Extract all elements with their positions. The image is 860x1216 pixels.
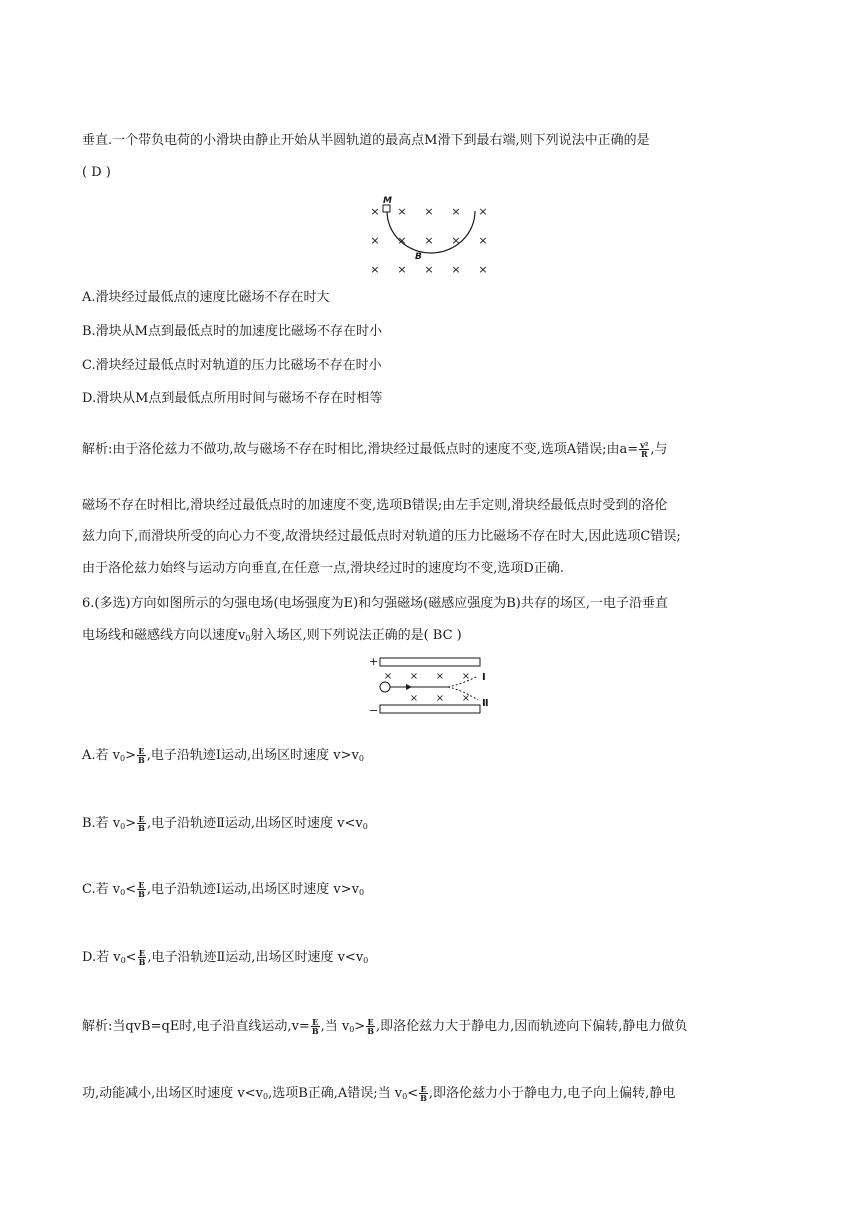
q5-analysis-line4: 由于洛伦兹力始终与运动方向垂直,在任意一点,滑块经过时的速度均不变,选项D正确. xyxy=(82,561,564,576)
lower-plate xyxy=(380,705,480,713)
q6-analysis-line2: 功,动能减小,出场区时速度 $v<v_0$,选项B正确,A错误;当 $v_0<$ $\frac{E}{B}$ ,即洛伦兹力小于静电力,电子向上偏转,静电 xyxy=(82,1084,676,1103)
q6-option-a: A.若 $v_0>$ $\frac{E}{B}$ ,电子沿轨迹Ⅰ运动,出场区时速度 $v>v_0$ xyxy=(82,746,364,765)
q5-answer: ( D ) xyxy=(82,165,111,180)
cross-mark: × xyxy=(461,693,471,704)
fraction: $\frac{E}{B}$ xyxy=(420,1084,427,1103)
q5-option-d: D.滑块从M点到最低点所用时间与磁场不存在时相等 xyxy=(82,391,383,406)
q5-analysis-line2: 磁场不存在时相比,滑块经过最低点时的加速度不变,选项B错误;由左手定则,滑块经最低点时受到的洛伦 xyxy=(82,498,668,513)
cross-mark: × xyxy=(397,234,407,247)
cross-mark: × xyxy=(451,205,461,218)
minus-sign: − xyxy=(369,704,379,716)
q5-analysis-line1: 解析:由于洛伦兹力不做功,故与磁场不存在时相比,滑块经过最低点时的速度不变,选项A错误;由a= $\frac{\text{v²}}{R}$ ,与 xyxy=(82,440,668,459)
cross-mark: × xyxy=(451,263,461,276)
cross-mark: × xyxy=(409,671,419,682)
label-II: Ⅱ xyxy=(482,698,489,709)
fraction: $\frac{\text{v²}}{R}$ xyxy=(640,440,649,459)
fraction: $\frac{E}{B}$ xyxy=(367,1017,374,1036)
q6-analysis-line1: 解析:当qvB=qE时,电子沿直线运动,v= $\frac{E}{B}$ ,当 $v_0>$ $\frac{E}{B}$ ,即洛伦兹力大于静电力,因而轨迹向下偏转,静电力做负 xyxy=(82,1017,688,1036)
q6-figure xyxy=(366,654,498,716)
cross-mark: × xyxy=(409,693,419,704)
cross-mark: × xyxy=(451,234,461,247)
cross-mark: × xyxy=(383,671,393,682)
fraction: $\frac{E}{B}$ xyxy=(311,1017,319,1036)
fraction: $\frac{E}{B}$ xyxy=(138,948,146,967)
fraction: $\frac{E}{B}$ xyxy=(138,746,145,765)
label-M: M xyxy=(383,196,392,206)
q6-option-b: B.若 $v_0>$ $\frac{E}{B}$ ,电子沿轨迹Ⅱ运动,出场区时速度 $v<v_0$ xyxy=(82,814,368,833)
q5-option-c: C.滑块经过最低点时对轨道的压力比磁场不存在时小 xyxy=(82,358,382,373)
cross-mark: × xyxy=(435,693,445,704)
slider-block xyxy=(383,205,390,212)
cross-mark: × xyxy=(435,671,445,682)
cross-mark: × xyxy=(424,263,434,276)
q5-option-a: A.滑块经过最低点的速度比磁场不存在时大 xyxy=(82,290,330,305)
cross-mark: × xyxy=(370,234,380,247)
cross-mark: × xyxy=(478,263,488,276)
upper-plate xyxy=(380,658,480,666)
cross-mark: × xyxy=(424,234,434,247)
q5-analysis-line3: 兹力向下,而滑块所受的向心力不变,故滑块经过最低点时对轨道的压力比磁场不存在时大,因此选项C错误; xyxy=(82,529,681,544)
q6-option-c: C.若 $v_0<$ $\frac{E}{B}$ ,电子沿轨迹Ⅰ运动,出场区时速度 $v>v_0$ xyxy=(82,880,365,899)
fraction: $\frac{E}{B}$ xyxy=(138,814,145,833)
plus-sign: + xyxy=(369,655,379,668)
q5-figure xyxy=(365,192,495,280)
fraction: $\frac{E}{B}$ xyxy=(138,880,145,899)
q6-stem-line1: 6.(多选)方向如图所示的匀强电场(电场强度为E)和匀强磁场(磁感应强度为B)共存的场区,一电子沿垂直 xyxy=(82,596,669,611)
label-I: Ⅰ xyxy=(482,672,486,683)
cross-mark: × xyxy=(370,263,380,276)
cross-mark: × xyxy=(461,671,471,682)
electron xyxy=(380,682,390,692)
cross-mark: × xyxy=(397,263,407,276)
q5-stem-line1: 垂直.一个带负电荷的小滑块由静止开始从半圆轨道的最高点M滑下到最右端,则下列说法中正确的是 xyxy=(82,133,650,148)
label-B: B xyxy=(415,252,422,262)
cross-mark: × xyxy=(424,205,434,218)
q5-option-b: B.滑块从M点到最低点时的加速度比磁场不存在时小 xyxy=(82,324,382,339)
cross-mark: × xyxy=(478,234,488,247)
cross-mark: × xyxy=(478,205,488,218)
q6-option-d: D.若 $v_0<$ $\frac{E}{B}$ ,电子沿轨迹Ⅱ运动,出场区时速度 $v<v_0$ xyxy=(82,948,369,967)
cross-mark: × xyxy=(370,205,380,218)
q6-stem-line2: 电场线和磁感线方向以速度$v_0$射入场区,则下列说法正确的是( BC ) xyxy=(82,628,462,643)
arrow-head-icon xyxy=(406,684,412,690)
cross-mark: × xyxy=(397,205,407,218)
